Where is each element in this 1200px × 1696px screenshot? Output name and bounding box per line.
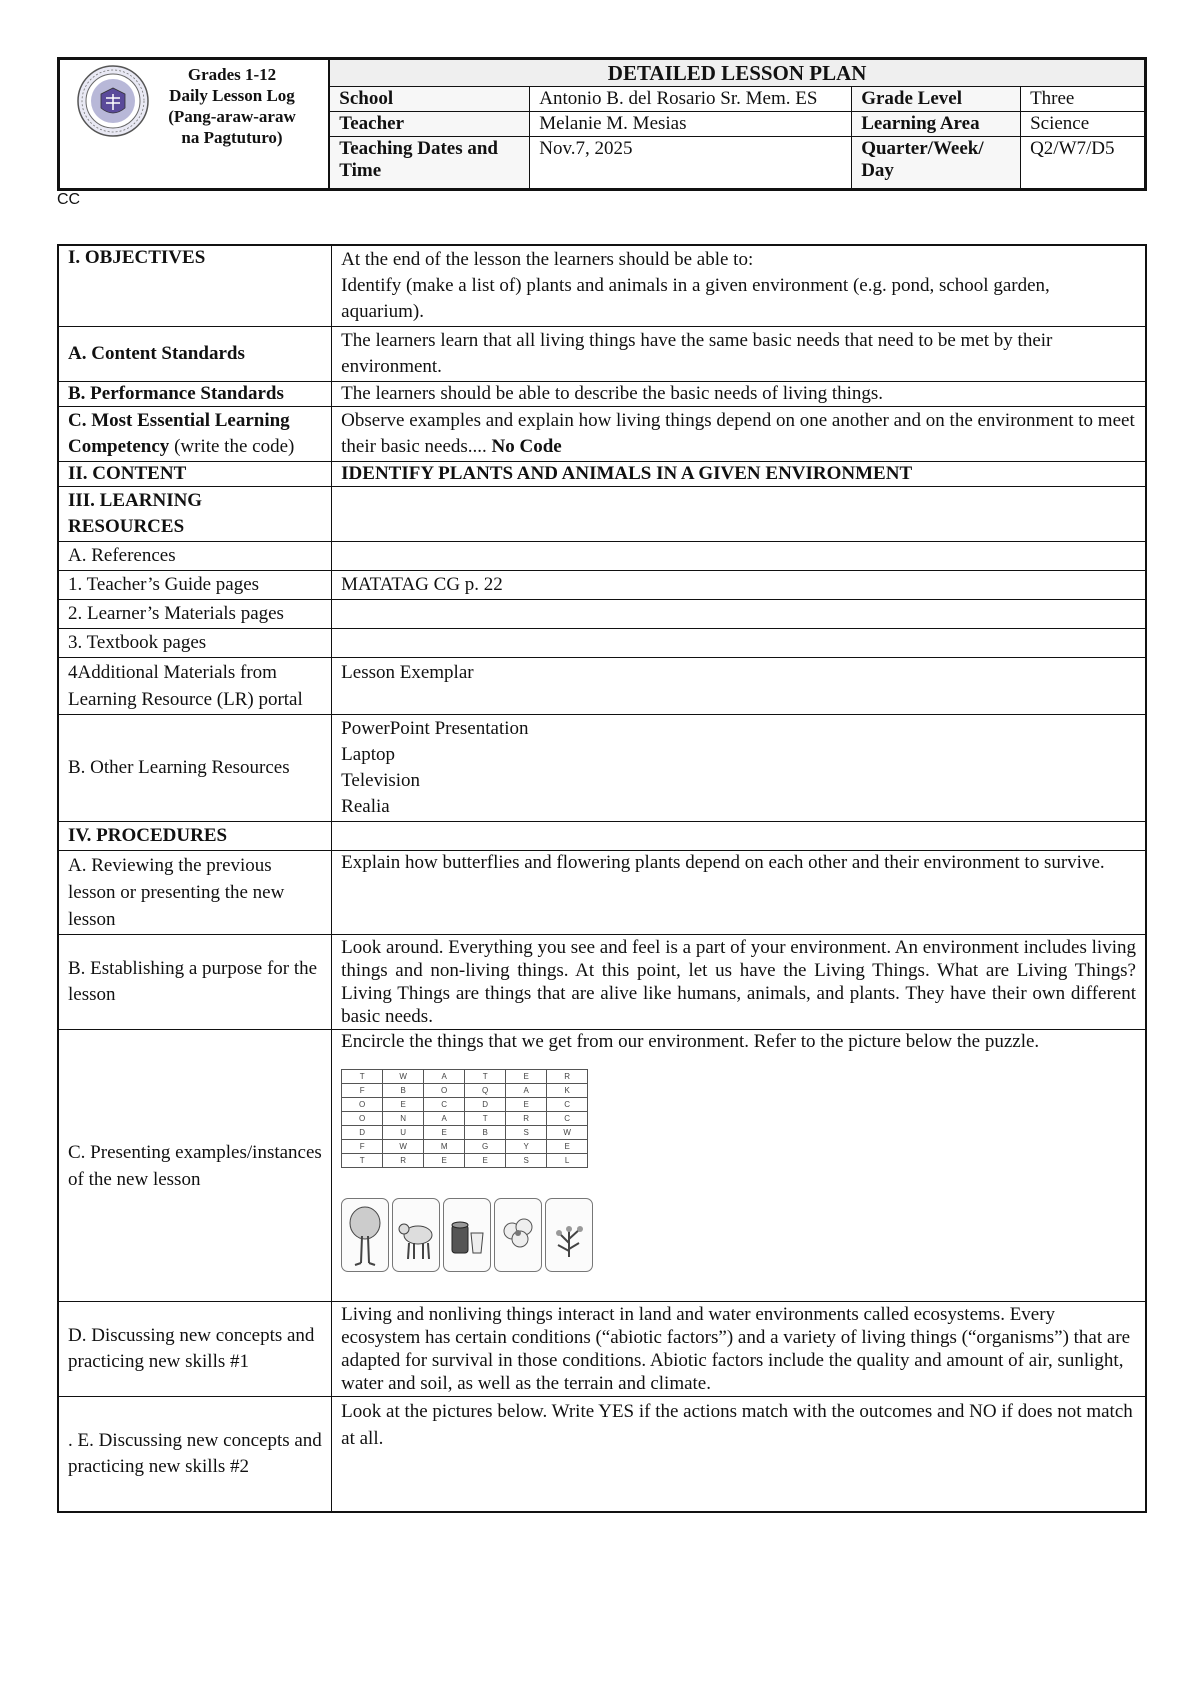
procedures-row: [58, 822, 1146, 851]
other-resources-label: B. Other Learning Resources: [58, 715, 332, 822]
puzzle-cell: T: [342, 1070, 383, 1084]
puzzle-cell: U: [383, 1126, 424, 1140]
teacher-label: Teacher: [329, 112, 530, 137]
plant-icon: [549, 1203, 589, 1267]
puzzle-cell: O: [342, 1098, 383, 1112]
learners-materials-label: 2. Learner’s Materials pages: [58, 600, 332, 629]
melc-value: [332, 407, 1146, 462]
content-standards-value: The learners learn that all living things have the same basic needs that need to be met by their environment.: [332, 327, 1146, 382]
references-row: [58, 542, 1146, 571]
learning-resources-label: III. LEARNING RESOURCES: [58, 487, 332, 542]
teachers-guide-label: 1. Teacher’s Guide pages: [58, 571, 332, 600]
puzzle-row: [342, 1070, 588, 1084]
additional-materials-value: Lesson Exemplar: [332, 658, 1146, 715]
procedures-label: IV. PROCEDURES: [58, 822, 332, 851]
grade-level-label: Grade Level: [852, 87, 1021, 112]
procedure-b-row: [58, 935, 1146, 1030]
plan-title: DETAILED LESSON PLAN: [329, 59, 1145, 87]
content-row: [58, 462, 1146, 487]
performance-standards-value: The learners should be able to describe the basic needs of living things.: [332, 382, 1146, 407]
puzzle-cell: T: [465, 1070, 506, 1084]
textbook-value: [332, 629, 1146, 658]
cow-icon: [396, 1203, 436, 1267]
other-resource-item: PowerPoint Presentation: [341, 718, 529, 739]
puzzle-cell: A: [506, 1084, 547, 1098]
references-label: A. References: [58, 542, 332, 571]
puzzle-row: [342, 1084, 588, 1098]
puzzle-cell: Q: [465, 1084, 506, 1098]
puzzle-row: [342, 1154, 588, 1168]
puzzle-cell: B: [383, 1084, 424, 1098]
procedure-c-label: C. Presenting examples/instances of the new lesson: [58, 1030, 332, 1302]
puzzle-cell: R: [383, 1154, 424, 1168]
procedure-e-value: Look at the pictures below. Write YES if the actions match with the outcomes and NO if does not match at all.: [332, 1397, 1146, 1513]
daily-lesson-log-title: Grades 1-12 Daily Lesson Log (Pang-araw-araw na Pagtuturo): [168, 65, 296, 147]
picture-strip: [341, 1198, 1136, 1272]
procedure-b-value: Look around. Everything you see and feel is a part of your environment. An environment includes living things and non-living things. At this point, let us have the Living Things. What are Living Things? Living Things are things that are alive like humans, animals, and plants. They have their own different basic needs.: [332, 935, 1146, 1030]
puzzle-cell: E: [506, 1070, 547, 1084]
seal-cell: [59, 59, 330, 190]
puzzle-cell: D: [342, 1126, 383, 1140]
procedure-a-row: [58, 851, 1146, 935]
school-value: Antonio B. del Rosario Sr. Mem. ES: [530, 87, 852, 112]
puzzle-row: [342, 1098, 588, 1112]
procedure-c-text: Encircle the things that we get from our environment. Refer to the picture below the puzzle.: [341, 1031, 1040, 1052]
procedure-c-row: [58, 1030, 1146, 1302]
other-resource-item: Laptop: [341, 744, 395, 765]
puzzle-cell: O: [342, 1112, 383, 1126]
puzzle-cell: G: [465, 1140, 506, 1154]
procedure-d-label: D. Discussing new concepts and practicing new skills #1: [58, 1302, 332, 1397]
puzzle-cell: R: [506, 1112, 547, 1126]
procedure-b-label: B. Establishing a purpose for the lesson: [58, 935, 332, 1030]
tree-picture: [341, 1198, 389, 1272]
objectives-label: I. OBJECTIVES: [58, 245, 332, 327]
procedure-d-row: [58, 1302, 1146, 1397]
puzzle-cell: K: [547, 1084, 588, 1098]
learning-resources-row: [58, 487, 1146, 542]
other-resources-value: [332, 715, 1146, 822]
procedure-c-value: [332, 1030, 1146, 1302]
puzzle-cell: E: [424, 1154, 465, 1168]
procedure-a-value: Explain how butterflies and flowering plants depend on each other and their environment to survive.: [332, 851, 1146, 935]
puzzle-row: [342, 1140, 588, 1154]
puzzle-cell: D: [465, 1098, 506, 1112]
other-resource-item: Realia: [341, 796, 390, 817]
learning-area-value: Science: [1021, 112, 1146, 137]
teachers-guide-row: [58, 571, 1146, 600]
puzzle-cell: S: [506, 1126, 547, 1140]
lesson-plan-table: [57, 244, 1147, 1513]
puzzle-cell: C: [547, 1112, 588, 1126]
objectives-intro: At the end of the lesson the learners should be able to:: [341, 249, 754, 270]
procedures-value: [332, 822, 1146, 851]
other-resources-row: [58, 715, 1146, 822]
teaching-dates-value: Nov.7, 2025: [530, 137, 852, 190]
teaching-dates-label: Teaching Dates and Time: [329, 137, 530, 190]
puzzle-cell: O: [424, 1084, 465, 1098]
puzzle-cell: M: [424, 1140, 465, 1154]
cc-note: CC: [57, 191, 81, 208]
puzzle-cell: W: [547, 1126, 588, 1140]
puzzle-cell: W: [383, 1140, 424, 1154]
performance-standards-row: [58, 382, 1146, 407]
melc-code: No Code: [491, 436, 562, 457]
objectives-text: Identify (make a list of) plants and animals in a given environment (e.g. pond, school garden, aquarium).: [341, 275, 1050, 322]
learners-materials-value: [332, 600, 1146, 629]
content-label: II. CONTENT: [58, 462, 332, 487]
water-picture: [443, 1198, 491, 1272]
puzzle-row: [342, 1126, 588, 1140]
procedure-a-label: A. Reviewing the previous lesson or presenting the new lesson: [58, 851, 332, 935]
quarter-week-day-label: Quarter/Week/ Day: [852, 137, 1021, 190]
procedure-e-label: . E. Discussing new concepts and practicing new skills #2: [58, 1397, 332, 1513]
puzzle-cell: Y: [506, 1140, 547, 1154]
content-standards-label: A. Content Standards: [58, 327, 332, 382]
puzzle-cell: W: [383, 1070, 424, 1084]
puzzle-cell: T: [342, 1154, 383, 1168]
additional-materials-row: [58, 658, 1146, 715]
additional-materials-label: 4Additional Materials from Learning Resource (LR) portal: [58, 658, 332, 715]
puzzle-cell: L: [547, 1154, 588, 1168]
word-puzzle: [341, 1069, 588, 1168]
procedure-d-value: Living and nonliving things interact in land and water environments called ecosystems. Every ecosystem has certain conditions (“abiotic factors”) and a variety of living things (“organisms”) that are adapted for survival in those conditions. Abiotic factors include the quality and amount of air, sunlight, water and soil, as well as the terrain and climate.: [332, 1302, 1146, 1397]
melc-label-rest: (write the code): [169, 436, 295, 457]
puzzle-cell: R: [547, 1070, 588, 1084]
objectives-value: [332, 245, 1146, 327]
puzzle-row: [342, 1112, 588, 1126]
puzzle-cell: F: [342, 1084, 383, 1098]
other-resource-item: Television: [341, 770, 421, 791]
textbook-label: 3. Textbook pages: [58, 629, 332, 658]
flower-picture: [494, 1198, 542, 1272]
flower-icon: [498, 1203, 538, 1267]
header-table: [57, 57, 1147, 191]
textbook-row: [58, 629, 1146, 658]
melc-label: [58, 407, 332, 462]
puzzle-cell: E: [383, 1098, 424, 1112]
water-icon: [447, 1203, 487, 1267]
puzzle-cell: C: [547, 1098, 588, 1112]
learning-area-label: Learning Area: [852, 112, 1021, 137]
puzzle-cell: A: [424, 1070, 465, 1084]
puzzle-cell: C: [424, 1098, 465, 1112]
puzzle-cell: T: [465, 1112, 506, 1126]
grade-level-value: Three: [1021, 87, 1146, 112]
puzzle-cell: A: [424, 1112, 465, 1126]
plant-picture: [545, 1198, 593, 1272]
procedure-e-row: [58, 1397, 1146, 1513]
references-value: [332, 542, 1146, 571]
melc-label-bold: C. Most Essential Learning Competency: [68, 410, 290, 457]
deped-seal-icon: [76, 64, 150, 138]
puzzle-cell: S: [506, 1154, 547, 1168]
school-label: School: [329, 87, 530, 112]
quarter-week-day-value: Q2/W7/D5: [1021, 137, 1146, 190]
puzzle-cell: E: [465, 1154, 506, 1168]
content-standards-row: [58, 327, 1146, 382]
learners-materials-row: [58, 600, 1146, 629]
melc-row: [58, 407, 1146, 462]
teachers-guide-value: MATATAG CG p. 22: [332, 571, 1146, 600]
teacher-value: Melanie M. Mesias: [530, 112, 852, 137]
performance-standards-label: B. Performance Standards: [58, 382, 332, 407]
learning-resources-value: [332, 487, 1146, 542]
cow-picture: [392, 1198, 440, 1272]
puzzle-cell: N: [383, 1112, 424, 1126]
puzzle-cell: F: [342, 1140, 383, 1154]
puzzle-cell: E: [506, 1098, 547, 1112]
tree-icon: [345, 1203, 385, 1267]
melc-text: Observe examples and explain how living things depend on one another and on the environment to meet their basic needs....: [341, 410, 1135, 457]
objectives-row: [58, 245, 1146, 327]
puzzle-cell: B: [465, 1126, 506, 1140]
puzzle-cell: E: [424, 1126, 465, 1140]
puzzle-cell: E: [547, 1140, 588, 1154]
content-value: IDENTIFY PLANTS AND ANIMALS IN A GIVEN ENVIRONMENT: [332, 462, 1146, 487]
